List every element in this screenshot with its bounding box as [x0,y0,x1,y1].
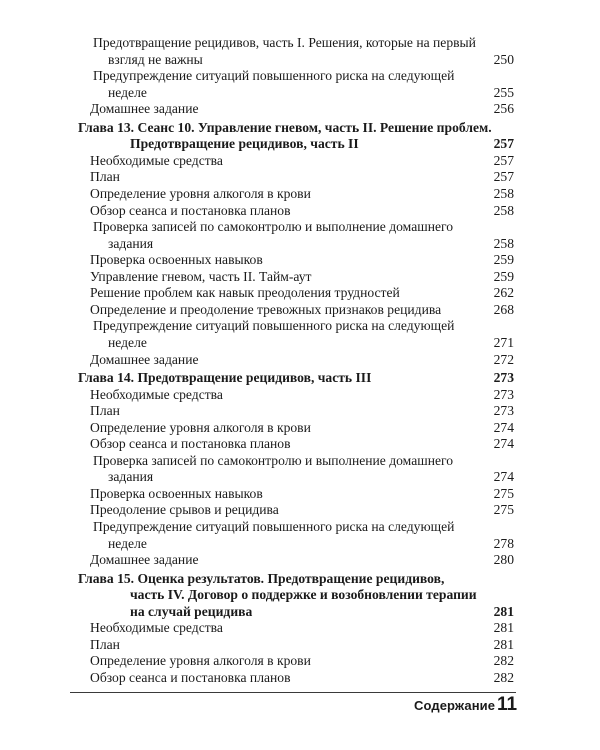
toc-entry-title: Определение уровня алкоголя в крови [90,186,311,201]
toc-page-number: 258 [493,186,514,201]
toc-entry-title: План [90,636,120,652]
toc-entry-title: Глава 13. Сеанс 10. Управление гневом, часть II. Решение проблем. [78,119,492,135]
toc-page-number: 274 [493,419,514,435]
toc-entry-title: часть IV. Договор о поддержке и возобновлении терапии [130,587,477,603]
toc-entry-title: План [90,169,120,185]
toc-entry-title: задания [108,469,154,485]
toc-entry-title: Предупреждение ситуаций повышенного риска на следующей [93,318,455,334]
toc-page-number: 256 [493,101,514,117]
toc-entry-title: Решение проблем как навык преодоления трудностей [90,285,400,301]
toc-entry-title: Глава 15. Оценка результатов. Предотвращение рецидивов, [78,570,445,586]
toc-entry-title: Глава 14. Предотвращение рецидивов, часть III [78,370,372,385]
toc-page-number: 257 [493,136,514,152]
toc-page-number: 268 [493,301,514,317]
toc-entry-title: Проверка освоенных навыков [90,485,263,501]
toc-page-number: 281 [493,620,514,636]
toc-page-number: 275 [493,485,514,501]
toc-entry-title: Проверка записей по самоконтролю и выполнение домашнего [93,452,454,468]
toc-entry-title: Проверка записей по самоконтролю и выполнение домашнего [93,219,454,235]
toc-entry-title: Обзор сеанса и постановка планов [90,436,291,452]
toc-entry-title: Необходимые средства [90,386,223,402]
toc-entry-title: Домашнее задание [90,552,199,568]
toc-page-number: 271 [493,334,514,350]
toc-page-number: 262 [493,285,514,301]
toc-entry-title: Предотвращение рецидивов, часть I. Решения, которые на первый [93,35,476,50]
toc-page-number: 274 [493,436,514,452]
toc-entry-title: неделе [108,84,147,100]
toc-entry-title: Определение уровня алкоголя в крови [90,653,311,669]
toc-entry-title: неделе [108,334,147,350]
toc-page-number: 281 [493,636,514,652]
toc-page-number: 258 [493,235,514,251]
toc-page-number: 280 [493,552,514,568]
running-footer-title: Содержание [414,698,496,713]
toc-page-number: 273 [493,403,514,419]
toc-entry-title: на случай рецидива [130,603,253,619]
toc-entry-title: Определение уровня алкоголя в крови [90,419,311,435]
footer-rule [70,692,516,693]
toc-page-number: 255 [493,84,514,100]
toc-entry-title: Проверка освоенных навыков [90,252,263,268]
toc-page-number: 257 [493,169,514,185]
toc-page-number: 273 [493,370,514,385]
toc-entry-title: Управление гневом, часть II. Тайм-аут [90,268,312,284]
toc-page-number: 257 [493,152,514,168]
toc-entry-title: Предупреждение ситуаций повышенного риска на следующей [93,68,455,84]
toc-page-number: 273 [493,386,514,402]
toc-entry-title: Обзор сеанса и постановка планов [90,202,291,218]
toc-entry-title: Необходимые средства [90,152,223,168]
toc-page-number: 258 [493,202,514,218]
toc-page-number: 281 [493,603,514,619]
toc-entry-title: неделе [108,535,147,551]
toc-entry-title: Домашнее задание [90,351,199,367]
toc-page-number: 274 [493,469,514,485]
toc-entry-title: взгляд не важны [108,51,203,67]
toc-page-number: 282 [493,669,514,685]
toc-page-number: 259 [493,268,514,284]
toc-page-number: 275 [493,502,514,518]
toc-entry-title: Обзор сеанса и постановка планов [90,669,291,685]
toc-page-number: 282 [493,653,514,669]
toc-page-number: 278 [493,535,514,551]
toc-entry-title: Предотвращение рецидивов, часть II [130,136,359,152]
page-number: 11 [497,694,518,715]
toc-page-number: 259 [493,252,514,268]
toc-entry-title: Необходимые средства [90,620,223,636]
toc-page-number: 250 [493,51,514,67]
toc-entry-title: Преодоление срывов и рецидива [90,502,279,518]
toc-entry-title: Предупреждение ситуаций повышенного риска на следующей [93,519,455,534]
toc-entry-title: задания [108,235,154,251]
toc-entry-title: Определение и преодоление тревожных признаков рецидива [90,301,442,317]
toc-page-number: 272 [493,351,514,367]
toc-entry-title: Домашнее задание [90,101,199,117]
toc-entry-title: План [90,403,120,419]
